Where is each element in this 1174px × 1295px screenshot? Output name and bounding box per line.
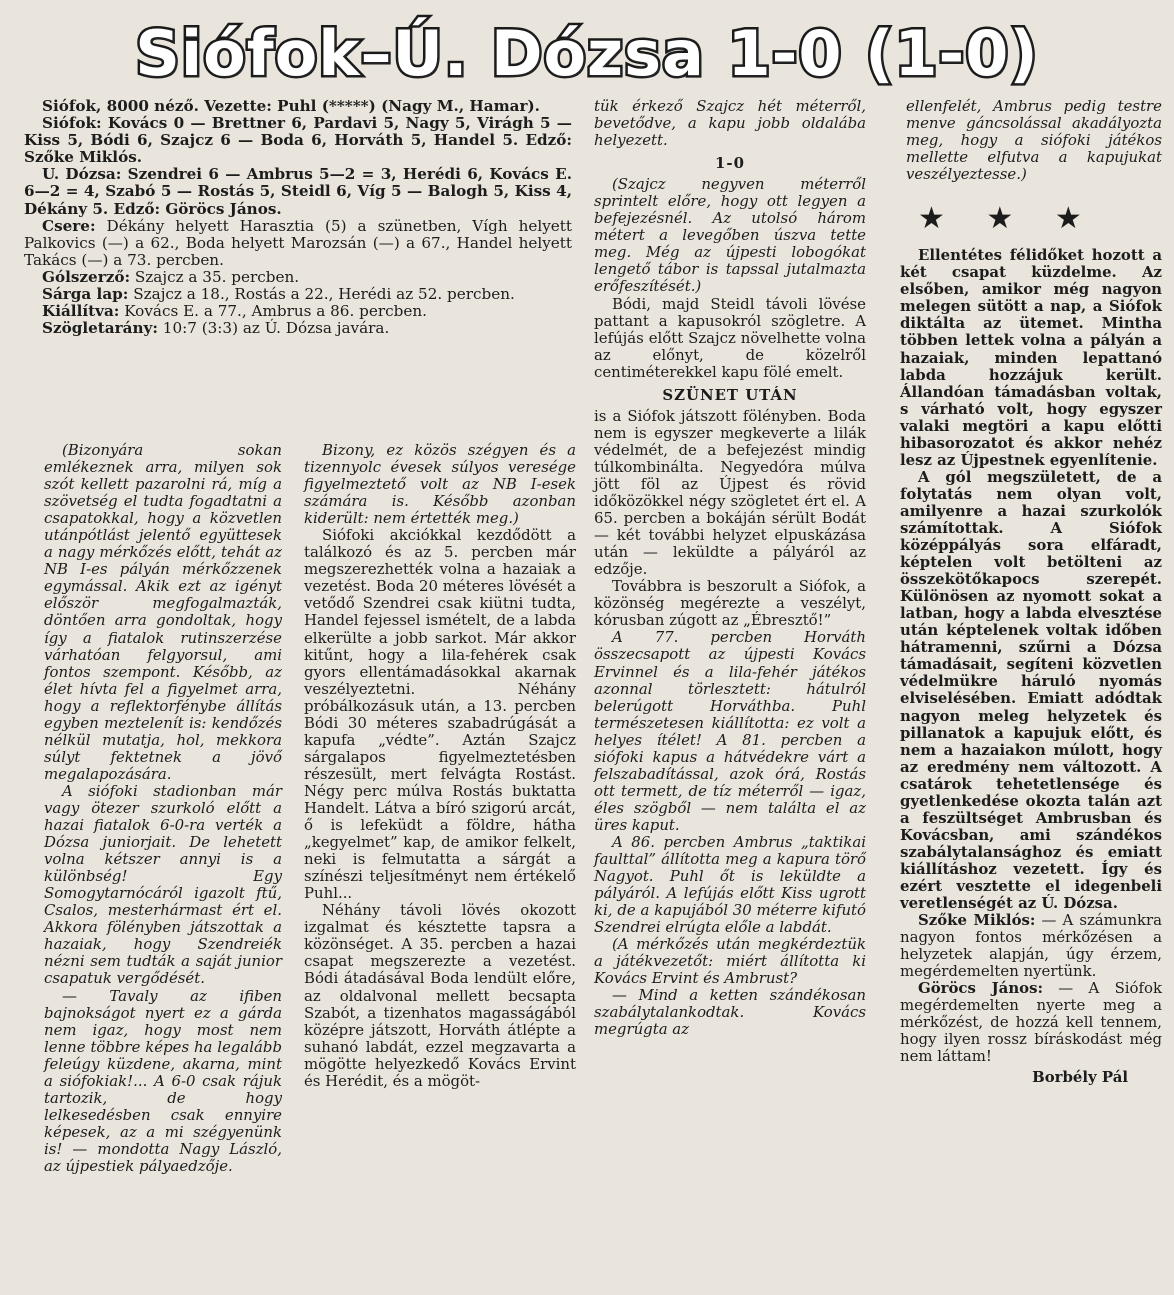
column-4: [900, 98, 1162, 1087]
second-half-subheading: SZÜNET UTÁN: [662, 385, 798, 404]
coach-quote-gorocs: Göröcs János: — A Siófok megérdemelten nyerte meg a mérkőzést, de hozzá kell tennem, hogy ilyen rossz bíráskodást még nem láttam!: [900, 979, 1162, 1066]
column-1: [44, 442, 282, 1175]
goal-subheading: 1-0: [715, 154, 745, 173]
dozsa-lineup: U. Dózsa: Szendrei 6 — Ambrus 5—2 = 3, Herédi 6, Kovács E. 6—2 = 4, Szabó 5 — Rostás 5, Steidl 6, Víg 5 — Balogh 5, Kiss 4, Dékány 5. Edző: Göröcs János.: [24, 165, 572, 218]
col3-paragraph-2: (Szajcz negyven méterről sprintelt előre, hogy ott legyen a befejezésnél. Az utolsó három métert a levegőben úszva tette meg. Még az újpesti lobogókat lengető tábor is tapssal jutalmazta erőfeszítését.): [594, 175, 866, 296]
col3-paragraph-6: A 77. percben Horváth összecsapott az újpesti Kovács Ervinnel és a lila-fehér játékos azonnal törlesztett: hátulról belerúgott Horváthba. Puhl természetesen kiállította: ez volt a helyes ítélet! A 81. percben a siófoki kapus a hátvédekre várt a felszabadítással, azok órá, Rostás ott termett, de tíz méterről — igaz, éles szögből — nem találta el az üres kaput.: [594, 628, 866, 834]
col3-paragraph-1: tük érkező Szajcz hét méterről, bevetődve, a kapu jobb oldalába helyezett.: [594, 97, 866, 150]
lineup-block: [24, 98, 572, 337]
col3-paragraph-9: — Mind a ketten szándékosan szabálytalankodtak. Kovács megrúgta az: [594, 986, 866, 1039]
col4-paragraph-2: Ellentétes félidőket hozott a két csapat küzdelme. Az elsőben, amikor még nagyon melegen sütött a nap, a Siófok diktálta az ütemet. Mintha többen lettek volna a pályán a hazaiak, minden lepattanó labda hozzájuk került. Állandóan támadásban voltak, s várható volt, hogy egyszer valaki megtöri a kapu előtti hibasorozatot és akkor nehéz lesz az Újpestnek egyenlítenie.: [900, 246, 1162, 469]
column-2: [304, 442, 576, 1090]
stars-divider: ★ ★ ★: [918, 201, 1098, 237]
col3-paragraph-8: (A mérkőzés után megkérdeztük a játékvezetőt: miért állította ki Kovács Ervint és Ambrust?: [594, 935, 866, 988]
corner-ratio: Szögletarány: 10:7 (3:3) az Ú. Dózsa javára.: [42, 319, 390, 338]
col4-paragraph-3: A gól megszületett, de a folytatás nem olyan volt, amilyenre a hazai szurkolók számítottak. A Siófok középpályás sora elfáradt, képtelen volt betölteni az összekötőkapocs szerepét. Különösen az nyomott sokat a latban, hogy a labda elvesztése után képtelenek voltak időben hátramenni, szűrni a Dózsa támadásait, segíteni közvetlen védelmükre háruló nyomás elviselésében. Emiatt adódtak nagyon meleg helyzetek és pillanatok a kapujuk előtt, és nem a hazaiakon múlott, hogy az eredmény nem változott. A csatárok tehetetlensége és gyetlenkedése okozta talán azt a feszültséget Ambrusban és Kovácsban, ami szándékos szabálytalansághoz és emiatt kiállításhoz vezetett. Így és ezért vesztette el idegenbeli veretlenségét az Ú. Dózsa.: [900, 467, 1162, 913]
col2-paragraph-1: Bizony, ez közös szégyen és a tizennyolc évesek súlyos veresége figyelmeztető volt az NB I-esek számára is. Később azonban kiderült: nem értették meg.): [304, 441, 576, 528]
siofok-lineup: Siófok: Kovács 0 — Brettner 6, Pardavi 5, Nagy 5, Virágh 5 — Kiss 5, Bódi 6, Szajcz 6 — Boda 6, Horváth 5, Handel 5. Edző: Szőke Miklós.: [24, 114, 572, 167]
col1-paragraph-2: A siófoki stadionban már vagy ötezer szurkoló előtt a hazai fiatalok 6-0-ra verték a Dózsa juniorjait. De lehetett volna kétszer annyi is a különbség! Egy Somogytarnócáról igazolt ftű, Csalos, mesterhármast ért el. Akkora fölényben játszottak a hazaiak, hogy Szendreiék nézni sem tudták a saját junior csapatuk vergődését.: [44, 781, 282, 988]
col2-paragraph-2: Siófoki akciókkal kezdődött a találkozó és az 5. percben már megszerezhették volna a hazaiak a vezetést. Boda 20 méteres lövését a vetődő Szendrei csak kiütni tudta, Handel fejessel ismételt, de a labda elkerülte a jobb sarkot. Már akkor kitűnt, hogy a lila-fehérek csak gyors ellentámadásokkal akarnak veszélyeztetni. Néhány próbálkozásuk után, a 13. percben Bódi 30 méteres szabadrúgását a kapufa „védte”. Aztán Szajcz sárgalapos figyelmeztetésben részesült, mert felvágta Rostást. Négy perc múlva Rostás buktatta Handelt. Látva a bíró szigorú arcát, ő is lefeküdt a földre, hátha „kegyelmet” kap, de amikor felkelt, neki is felmutatta a sárgát a színészi teljesítményt nem értékelő Puhl...: [304, 526, 576, 903]
col4-paragraph-1: ellenfelét, Ambrus pedig testre menve gáncsolással akadályozta meg, hogy a siófoki játékos mellette elfutva a kapujukat veszélyeztesse.): [906, 97, 1162, 184]
substitutions: Csere: Dékány helyett Harasztia (5) a szünetben, Vígh helyett Palkovics (—) a 62., Boda helyett Marozsán (—) a 67., Handel helyett Takács (—) a 73. percben.: [24, 216, 572, 269]
col3-paragraph-7: A 86. percben Ambrus „taktikai faulttal” állította meg a kapura törő Nagyot. Puhl őt is leküldte a pályáról. A lefújás előtt Kiss ugrott ki, de a kapujából 30 méterre kifutó Szendrei elrúgta előle a labdát.: [594, 832, 866, 937]
headline: Siófok–Ú. Dózsa 1-0 (1-0): [135, 17, 1039, 90]
col3-paragraph-3: Bódi, majd Steidl távoli lövése pattant a kapusokról szögletre. A lefújás előtt Szajcz növelhette volna az előnyt, de közelről centiméterekkel kapu fölé emelt.: [594, 294, 866, 381]
coach-quote-szoke: Szőke Miklós: — A számunkra nagyon fontos mérkőzésen a helyzetek alapján, úgy érzem, megérdemelten nyertünk.: [900, 911, 1163, 981]
column-3: [594, 98, 866, 1039]
sent-off: Kiállítva: Kovács E. a 77., Ambrus a 86. percben.: [42, 302, 427, 321]
goalscorer: Gólszerző: Szajcz a 35. percben.: [42, 267, 300, 286]
col1-paragraph-3: — Tavaly az ifiben bajnokságot nyert ez a gárda nem igaz, hogy most nem lenne többre képes ha legalább feleúgy küzdene, akarna, mint a siófokiak!... A 6-0 csak rájuk tartozik, de hogy lelkesedésben csak ennyire képesek, az a mi szégyenünk is! — mondotta Nagy László, az újpestiek pályaedzője.: [44, 986, 282, 1175]
col3-paragraph-4: is a Siófok játszott fölényben. Boda nem is egyszer megkeverte a lilák védelmét, de a befejezést mindig túlkombinálta. Negyedóra múlva jött föl az Újpest és rövid időközökkel négy szögletet ért el. A 65. percben a bokáján sérült Bodát — két további helyzet elpuskázása után — leküldte a pályáról az edzője.: [594, 406, 866, 579]
author-signature: Borbély Pál: [1032, 1068, 1128, 1087]
col1-paragraph-1: (Bizonyára sokan emlékeznek arra, milyen sok szót kellett pazarolni rá, míg a szövetség el tudta fogadtatni a csapatokkal, hogy a közvetlen utánpótlást jelentő együttesek a nagy mérkőzés előtt, tehát az NB I-es pályán mérkőzzenek egymással. Akik ezt az igényt először megfogalmazták, döntően arra gondoltak, hogy így a fiatalok rutinszerzése várhatóan felgyorsul, ami fontos szempont. Később, az élet hívta fel a figyelmet arra, hogy a reflektorfénybe állítás egyben meztelenít is: kendőzés nélkül mutatja, hol, mekkora súlyt fektetnek a jövő megalapozására.: [44, 441, 282, 783]
col3-paragraph-5: Továbbra is beszorult a Siófok, a közönség megérezte a veszélyt, kórusban zúgott az „Ébresztő!”: [594, 577, 866, 630]
yellow-cards: Sárga lap: Szajcz a 18., Rostás a 22., Herédi az 52. percben.: [42, 285, 515, 304]
match-info: Siófok, 8000 néző. Vezette: Puhl (*****) (Nagy M., Hamar).: [42, 97, 540, 115]
col2-paragraph-3: Néhány távoli lövés okozott izgalmat és késztette tapsra a közönséget. A 35. percben a hazai csapat megszerezte a vezetést. Bódi átadásával Boda lendült előre, az oldalvonal mellett becsapta Szabót, a tizenhatos magasságából középre játszott, Horváth átlépte a suhanó labdát, ezzel megzavarta a mögötte helyezkedő Kovács Ervint és Herédit, és a mögöt-: [304, 901, 576, 1090]
